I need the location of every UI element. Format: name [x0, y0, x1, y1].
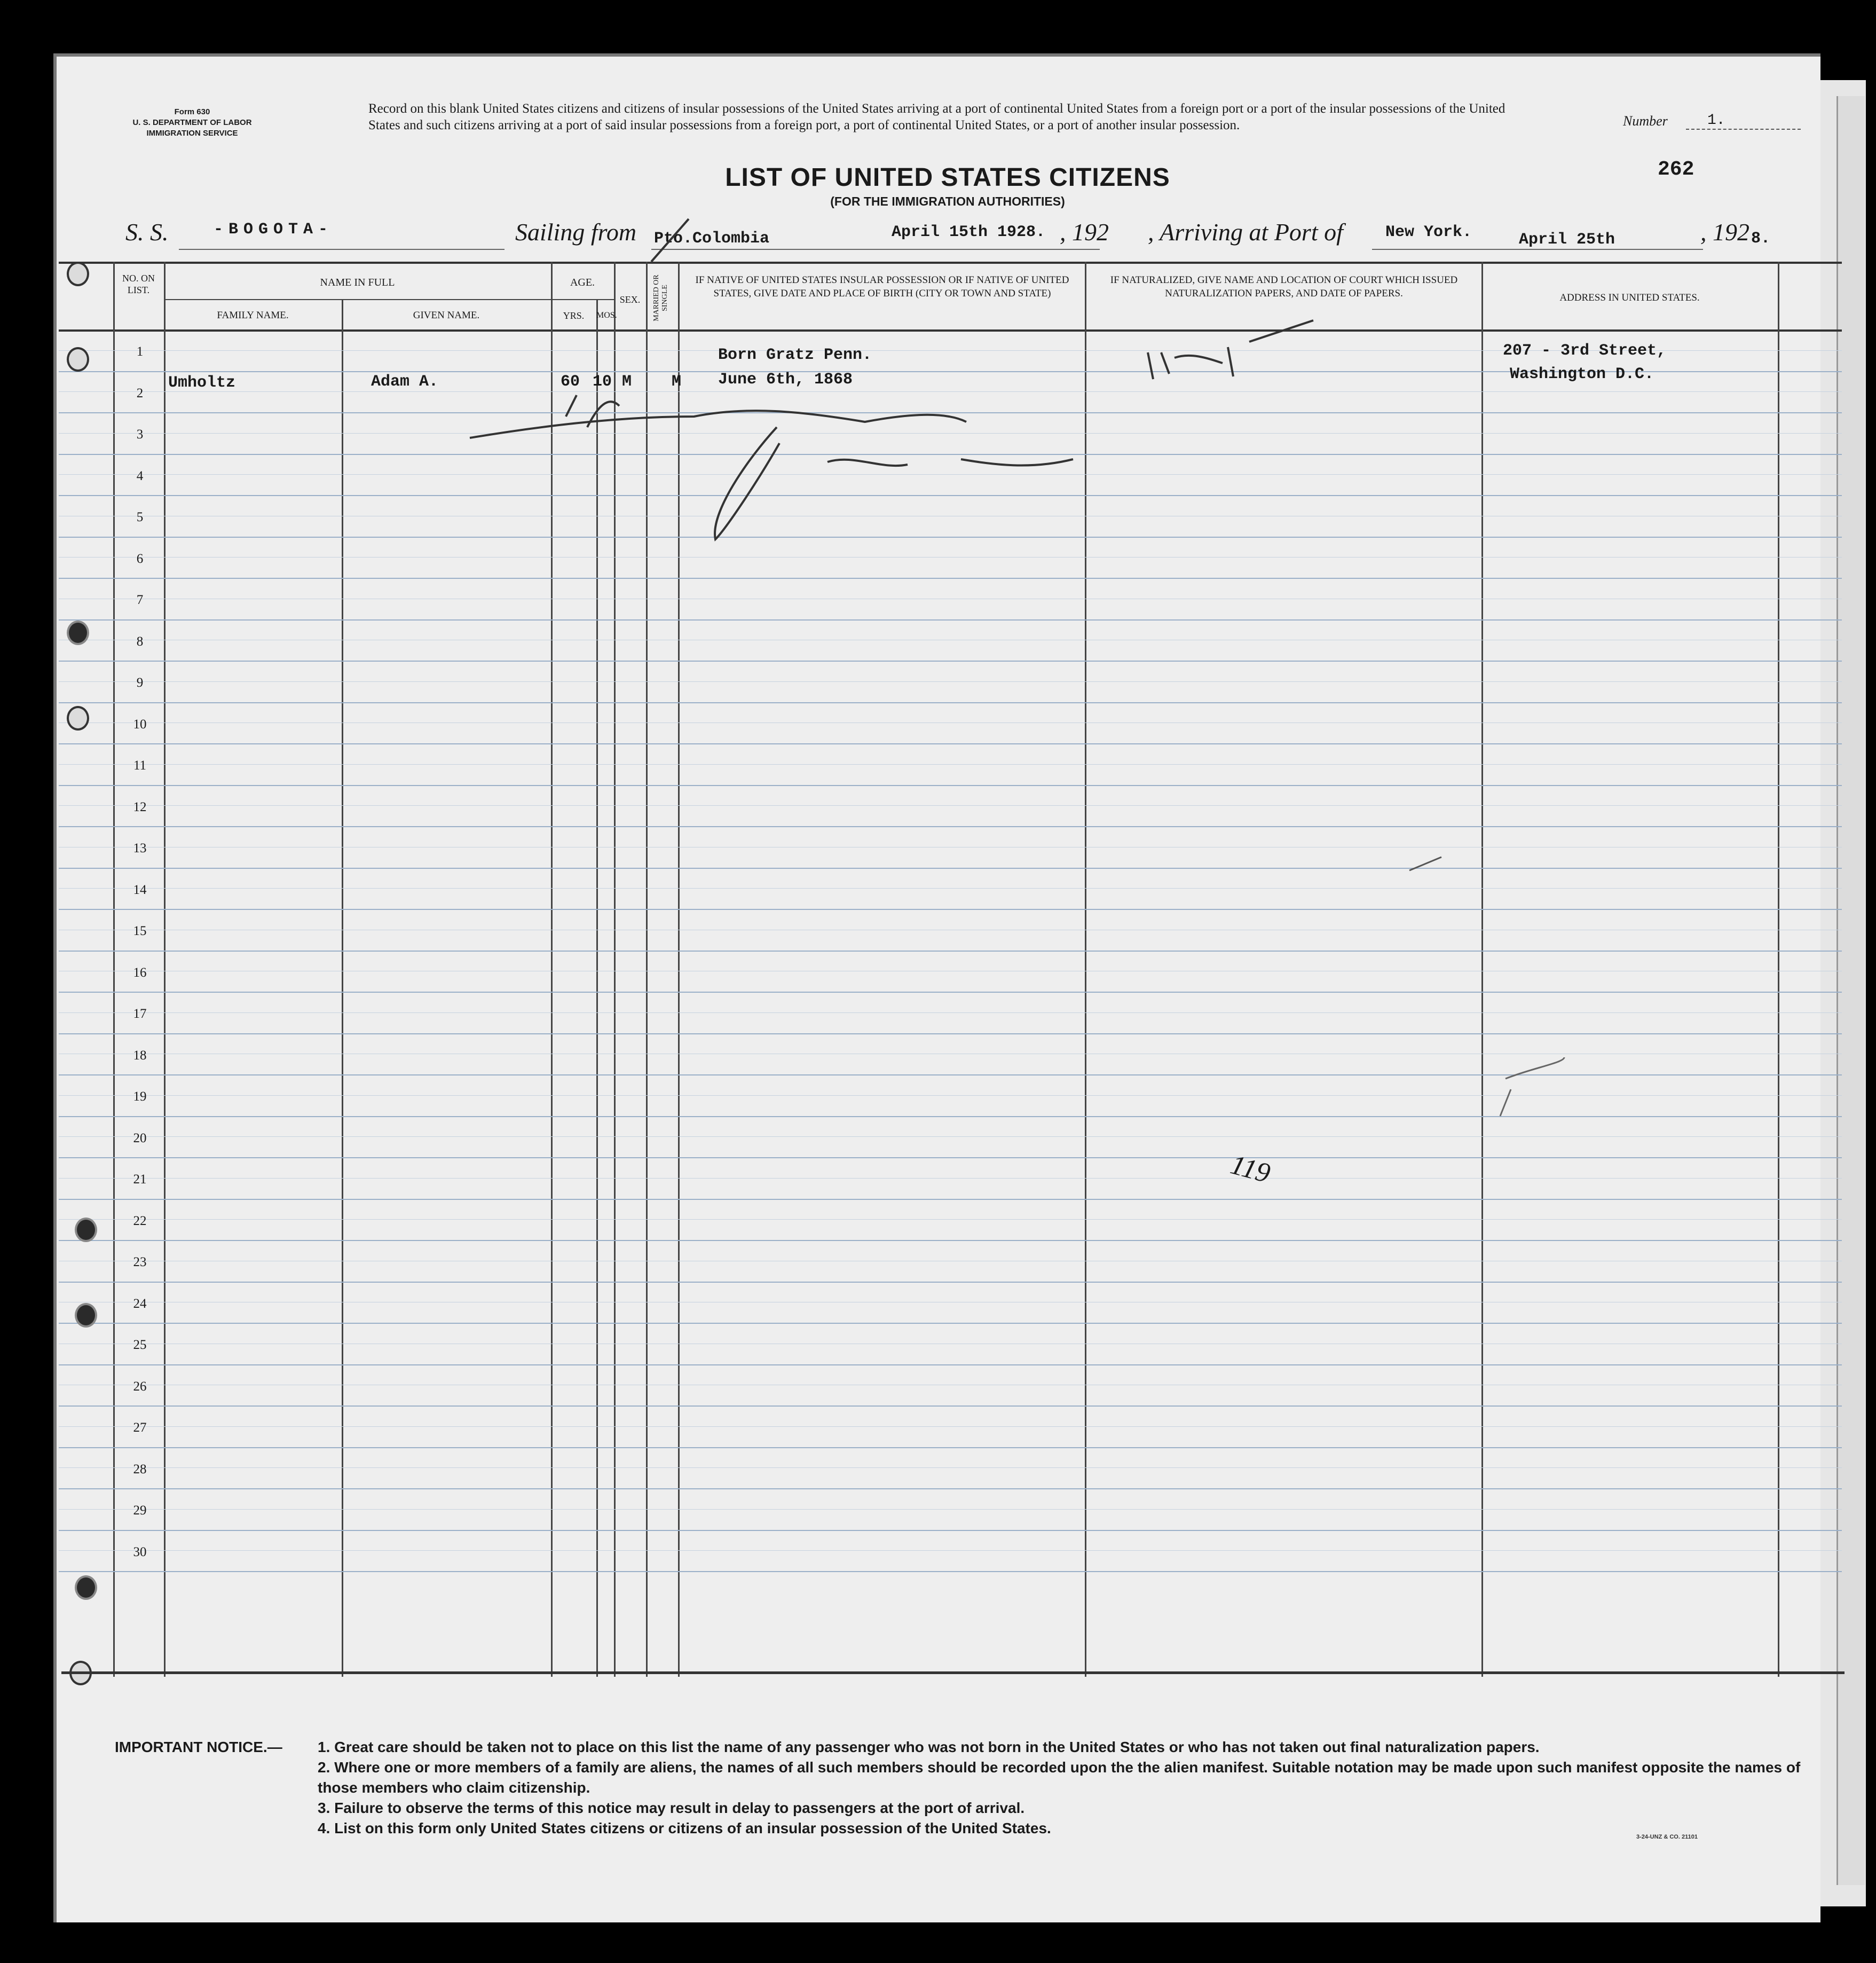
row-rule — [59, 1074, 1842, 1075]
row-number: 17 — [133, 1007, 147, 1021]
row-rule — [59, 495, 1842, 496]
year-prefix-1: , 192 — [1060, 218, 1109, 246]
row-number: 10 — [133, 717, 147, 732]
row-number: 14 — [133, 882, 147, 897]
row-number: 6 — [136, 551, 144, 566]
entry-married-single: M — [672, 373, 682, 391]
row-rule — [59, 826, 1842, 827]
form-identifier — [96, 107, 288, 139]
arrival-date: April 25th — [1519, 231, 1615, 249]
sailing-date: April 15th 1928. — [892, 223, 1046, 241]
row-number: 2 — [136, 386, 144, 401]
row-rule — [59, 702, 1842, 703]
row-half-rule — [59, 1095, 1842, 1096]
year-suffix-2: 8. — [1751, 230, 1771, 248]
row-rule — [59, 661, 1842, 662]
header-family-name: FAMILY NAME. — [217, 310, 289, 321]
row-rule — [59, 1488, 1842, 1489]
header-married-single: MARRIED OR SINGLE — [652, 274, 669, 321]
row-rule — [59, 1405, 1842, 1407]
row-rule — [59, 1447, 1842, 1448]
row-number: 29 — [133, 1503, 147, 1518]
row-half-rule — [59, 1550, 1842, 1551]
row-rule — [59, 619, 1842, 621]
row-number: 13 — [133, 841, 147, 855]
row-number: 26 — [133, 1379, 147, 1394]
row-rule — [59, 1571, 1842, 1572]
entry-birth-line2: June 6th, 1868 — [718, 371, 853, 389]
row-number: 22 — [133, 1213, 147, 1228]
row-rule — [59, 454, 1842, 455]
col-divider — [596, 299, 598, 1677]
header-birth: IF NATIVE OF UNITED STATES INSULAR POSSESSION OR IF NATIVE OF UNITED STATES, GIVE DATE AND PLACE OF BIRTH (CITY OR TOWN AND STATE) — [695, 274, 1069, 299]
row-half-rule — [59, 764, 1842, 765]
arrival-port: New York. — [1385, 223, 1472, 241]
row-half-rule — [59, 1426, 1842, 1427]
row-rule — [59, 743, 1842, 744]
row-rule — [59, 1199, 1842, 1200]
row-rule — [59, 1282, 1842, 1283]
row-number: 7 — [136, 593, 144, 607]
row-rule — [59, 951, 1842, 952]
sailing-label: Sailing from — [515, 218, 637, 246]
row-rule — [59, 1530, 1842, 1531]
col-divider — [342, 299, 343, 1677]
table-top-rule — [59, 262, 1842, 264]
row-half-rule — [59, 1136, 1842, 1137]
row-half-rule — [59, 1219, 1842, 1220]
entry-age-yrs: 60 — [561, 373, 580, 391]
row-half-rule — [59, 433, 1842, 434]
row-rule — [59, 909, 1842, 910]
notice-item-3: 3. Failure to observe the terms of this notice may result in delay to passengers at the port of arrival. — [318, 1800, 1025, 1816]
row-rule — [59, 1364, 1842, 1365]
row-rule — [59, 1240, 1842, 1241]
ss-label: S. S. — [125, 218, 169, 246]
row-rule — [59, 578, 1842, 579]
footer-rule — [61, 1671, 1845, 1674]
row-half-rule — [59, 1012, 1842, 1013]
header-age: AGE. — [570, 277, 595, 288]
row-rule — [59, 1323, 1842, 1324]
row-rule — [59, 785, 1842, 786]
header-sex: SEX. — [619, 294, 641, 305]
row-half-rule — [59, 681, 1842, 682]
binder-hole — [67, 262, 89, 286]
ship-name: -BOGOTA- — [214, 221, 334, 239]
entry-address-line1: 207 - 3rd Street, — [1503, 342, 1667, 360]
row-number: 11 — [133, 758, 147, 773]
number-label: Number — [1623, 113, 1668, 129]
row-half-rule — [59, 1509, 1842, 1510]
row-number: 5 — [136, 510, 144, 524]
year-prefix-2: , 192 — [1700, 218, 1749, 246]
sailing-port: Pto.Colombia — [654, 230, 770, 248]
row-rule — [59, 868, 1842, 869]
binder-hole — [75, 1218, 97, 1242]
notice-item-4: 4. List on this form only United States citizens or citizens of an insular possession of the United States. — [318, 1820, 1051, 1836]
row-number: 30 — [133, 1544, 147, 1559]
binder-hole — [67, 621, 89, 645]
age-subheader-rule — [551, 299, 614, 300]
row-number: 16 — [133, 965, 147, 980]
row-number: 1 — [136, 344, 144, 359]
page-subtitle: (FOR THE IMMIGRATION AUTHORITIES) — [830, 194, 1065, 208]
row-number: 12 — [133, 799, 147, 814]
row-half-rule — [59, 1467, 1842, 1468]
row-number: 24 — [133, 1296, 147, 1311]
page-number: 262 — [1658, 158, 1694, 181]
citizens-table — [59, 262, 1842, 1677]
page-title: LIST OF UNITED STATES CITIZENS — [725, 163, 1170, 192]
entry-address-line2: Washington D.C. — [1510, 365, 1654, 383]
row-number: 8 — [136, 634, 144, 649]
row-half-rule — [59, 888, 1842, 889]
header-given-name: GIVEN NAME. — [413, 310, 480, 321]
number-value: 1. — [1686, 112, 1801, 130]
row-rule — [59, 1157, 1842, 1158]
row-number: 15 — [133, 924, 147, 938]
binder-hole — [67, 706, 89, 731]
row-number: 25 — [133, 1338, 147, 1352]
row-rule — [59, 1033, 1842, 1034]
entry-age-mos: 10 — [593, 373, 612, 391]
header-address: ADDRESS IN UNITED STATES. — [1559, 292, 1700, 303]
header-naturalized: IF NATURALIZED, GIVE NAME AND LOCATION OF COURT WHICH ISSUED NATURALIZATION PAPERS, AND DATE OF PAPERS. — [1110, 274, 1458, 299]
arriving-label: , Arriving at Port of — [1148, 218, 1343, 246]
printer-mark: 3-24-UNZ & CO. 21101 — [1636, 1834, 1698, 1840]
header-yrs: YRS. — [563, 310, 585, 321]
row-half-rule — [59, 391, 1842, 392]
row-half-rule — [59, 557, 1842, 558]
row-number: 27 — [133, 1420, 147, 1435]
row-rule — [59, 537, 1842, 538]
row-rule — [59, 992, 1842, 993]
notice-lead: IMPORTANT NOTICE.— — [115, 1739, 282, 1755]
notice-item-1: 1. Great care should be taken not to place on this list the name of any passenger who was not born in the United States or who has not taken out final naturalization papers. — [318, 1739, 1540, 1755]
notice-item-2: 2. Where one or more members of a family are aliens, the names of all such members should be recorded upon the the alien manifest. Suitable notation may be made upon such manifest opposite the names of those members who claim citizenship. — [318, 1759, 1801, 1796]
row-half-rule — [59, 474, 1842, 475]
row-rule — [59, 1116, 1842, 1117]
row-number: 21 — [133, 1172, 147, 1187]
row-number: 4 — [136, 468, 144, 483]
entry-birth-line1: Born Gratz Penn. — [718, 346, 872, 364]
service: IMMIGRATION SERVICE — [146, 129, 238, 138]
form-number: Form 630 — [174, 107, 210, 116]
binder-hole — [67, 347, 89, 372]
binder-hole — [75, 1303, 97, 1328]
row-number: 23 — [133, 1255, 147, 1269]
header-mos: MOS. — [596, 311, 617, 320]
header-no-on-list: NO. ON LIST. — [122, 273, 155, 295]
instructions-text: Record on this blank United States citizens and citizens of insular possessions of the United States arriving at a port of continental United States from a foreign port or a port of the insular possessions of the United States and such citizens arriving at a port of said insular possessions from a foreign port, a port of continental United States, or a port of another insular possession. — [368, 101, 1505, 132]
row-number: 9 — [136, 676, 144, 690]
name-subheader-rule — [164, 299, 551, 300]
header-name-in-full: NAME IN FULL — [320, 277, 395, 288]
binder-hole — [75, 1575, 97, 1600]
entry-given-name: Adam A. — [371, 373, 439, 391]
notice-items — [318, 1737, 1802, 1839]
row-rule — [59, 412, 1842, 413]
row-half-rule — [59, 1178, 1842, 1179]
entry-sex: M — [622, 373, 632, 391]
row-half-rule — [59, 805, 1842, 806]
row-number: 20 — [133, 1130, 147, 1145]
department: U. S. DEPARTMENT OF LABOR — [132, 118, 252, 127]
stamp-119: 119 — [1227, 1149, 1274, 1189]
row-number: 28 — [133, 1462, 147, 1477]
row-number: 3 — [136, 427, 144, 442]
entry-family-name: Umholtz — [168, 374, 236, 392]
row-number: 19 — [133, 1089, 147, 1104]
row-number: 18 — [133, 1048, 147, 1063]
header-bottom-rule — [59, 329, 1842, 332]
